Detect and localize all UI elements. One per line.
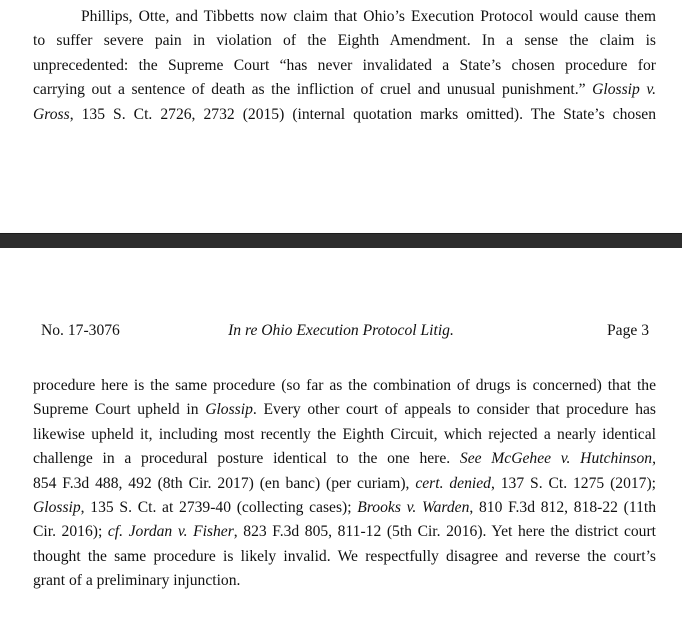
text-line	[33, 398, 656, 422]
case-number: No. 17-3076	[41, 322, 120, 339]
opinion-paragraph-top	[33, 5, 656, 127]
text-run: , 135 S. Ct. at 2739-40 (collecting cases);	[80, 498, 358, 516]
text-line: procedure here is the same procedure (so far as the combination of drugs is concerned) that the	[33, 377, 656, 394]
text-run: challenge in a procedural posture identical to the one here.	[33, 450, 460, 468]
text-run: Cir. 2016);	[33, 523, 108, 541]
text-run: , 823 F.3d 805, 811-12 (5th Cir. 2016). Yet here the district court	[233, 523, 656, 541]
text-line	[33, 520, 656, 544]
text-run: . Every other court of appeals to consider that procedure has	[252, 401, 656, 419]
text-run: , 810 F.3d 812, 818-22 (11th	[469, 498, 657, 516]
text-line	[33, 496, 656, 520]
case-title: In re Ohio Execution Protocol Litig.	[228, 322, 454, 339]
case-citation: Brooks v. Warden	[357, 498, 470, 516]
page-break-divider	[0, 233, 682, 249]
opinion-paragraph-bottom	[33, 374, 656, 594]
text-line: to suffer severe pain in violation of the Eighth Amendment. In a sense the claim is	[33, 32, 656, 50]
text-line: unprecedented: the Supreme Court “has never invalidated a State’s chosen procedure for	[33, 56, 656, 74]
text-line: thought the same procedure is likely invalid. We respectfully disagree and reverse the court’s	[33, 547, 656, 565]
case-citation: cert. denied	[415, 474, 491, 492]
text-run: 854 F.3d 488, 492 (8th Cir. 2017) (en banc) (per curiam),	[33, 474, 416, 492]
text-line	[33, 472, 656, 496]
text-run: ,	[652, 450, 656, 468]
text-run: , 137 S. Ct. 1275 (2017);	[490, 474, 656, 492]
citation-text: , 135 S. Ct. 2726, 2732 (2015) (internal quotation marks omitted). The State’s chosen	[69, 105, 656, 123]
page-number: Page 3	[606, 322, 649, 339]
case-citation: Glossip	[205, 401, 253, 419]
quote-text: carrying out a sentence of death as the infliction of cruel and unusual punishment.”	[33, 81, 593, 99]
text-run: Supreme Court upheld in	[33, 401, 206, 419]
text-line	[33, 103, 656, 127]
case-citation: Gross	[33, 105, 70, 123]
case-citation: cf. Jordan v. Fisher	[107, 523, 234, 541]
text-line: likewise upheld it, including most recently the Eighth Circuit, which rejected a nearly identical	[33, 425, 656, 443]
case-citation: Glossip v.	[592, 81, 656, 99]
case-citation: See McGehee v. Hutchinson	[459, 450, 653, 468]
text-line: grant of a preliminary injunction.	[33, 572, 241, 590]
running-header	[0, 322, 682, 346]
text-line: Phillips, Otte, and Tibbetts now claim that Ohio’s Execution Protocol would cause them	[81, 8, 656, 25]
text-line	[33, 78, 656, 102]
case-citation: Glossip	[33, 498, 81, 516]
text-line	[33, 447, 656, 471]
